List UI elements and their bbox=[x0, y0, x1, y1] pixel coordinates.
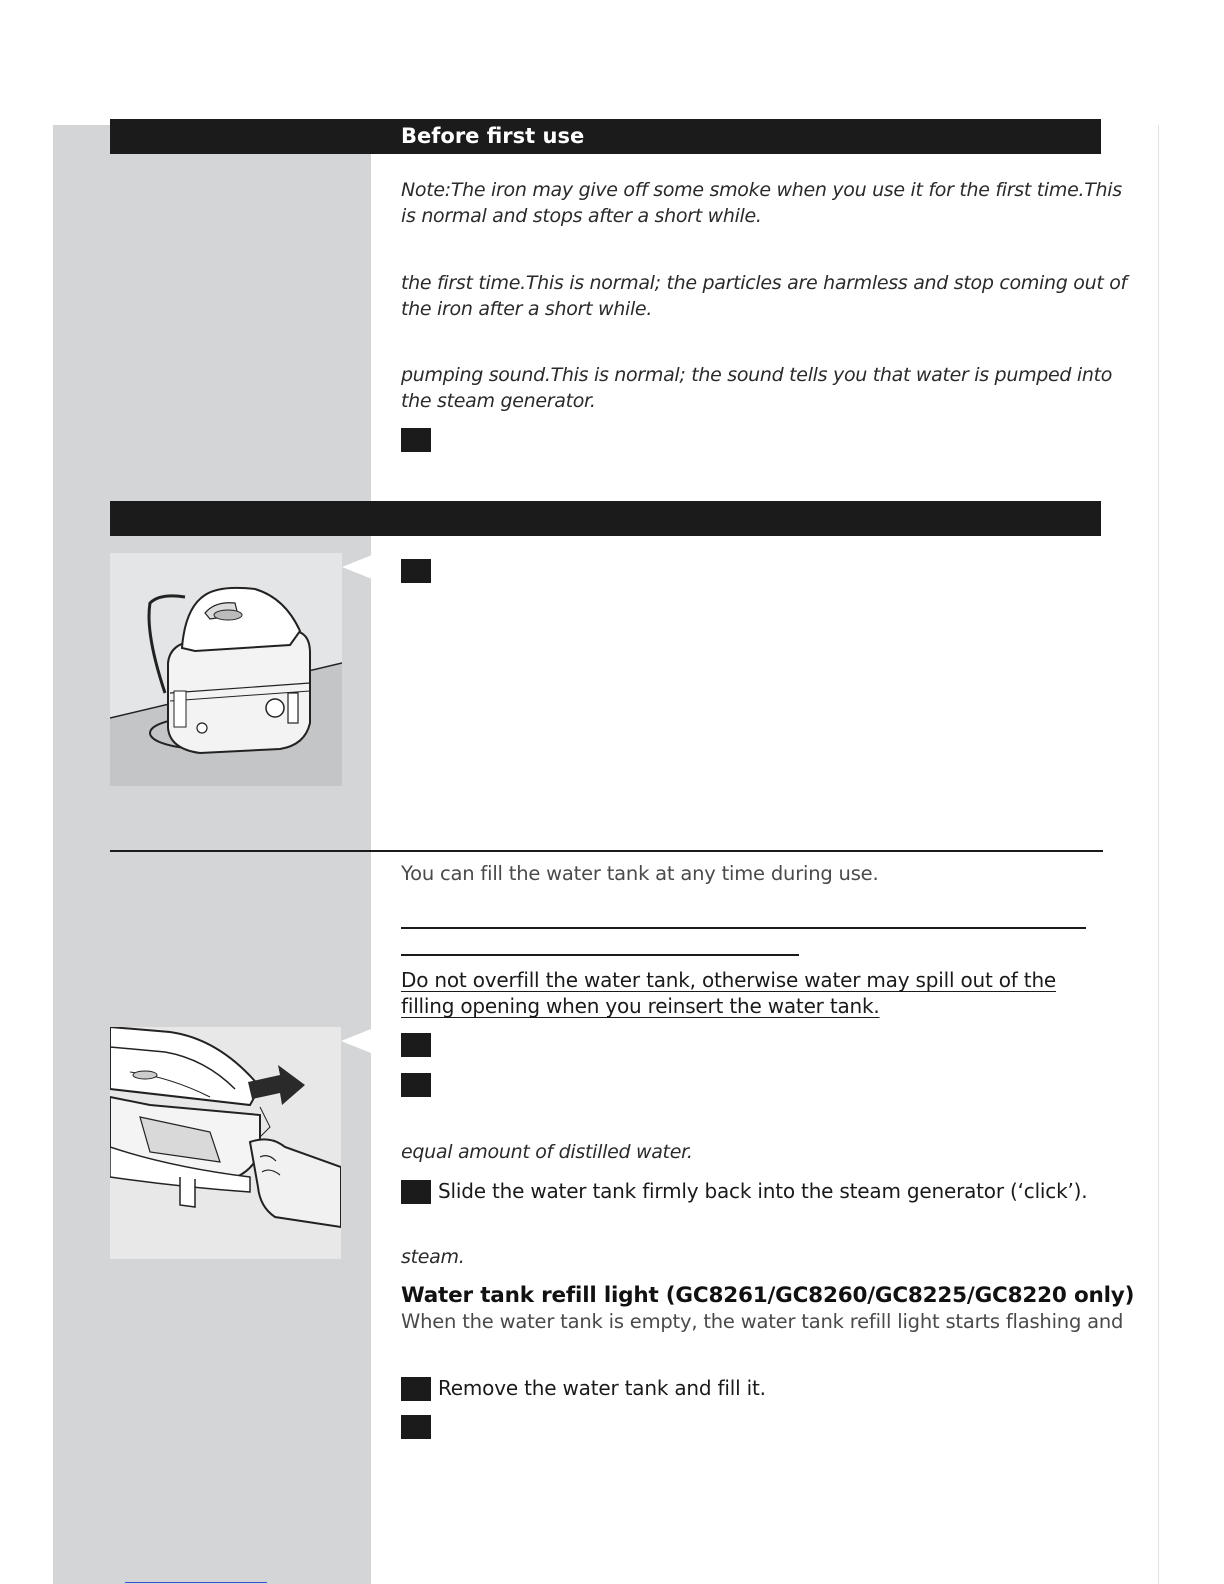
step-marker bbox=[401, 428, 431, 452]
note-particles-line-1: the first time.This is normal; the particles are harmless and stop coming out of bbox=[401, 272, 1127, 294]
underline-rule-2 bbox=[401, 954, 799, 956]
note-steam: steam. bbox=[401, 1246, 465, 1268]
step-remove-tank: Remove the water tank and fill it. bbox=[438, 1376, 766, 1400]
water-tank-illustration bbox=[110, 1027, 341, 1259]
water-tank-drawing bbox=[110, 1027, 341, 1259]
refill-light-heading: Water tank refill light (GC8261/GC8260/GC8225/GC8220 only) bbox=[401, 1283, 1135, 1308]
note-pumping-line-1: pumping sound.This is normal; the sound tells you that water is pumped into bbox=[401, 364, 1113, 386]
right-margin-rule bbox=[1158, 125, 1159, 1584]
tip-distilled-water: equal amount of distilled water. bbox=[401, 1141, 693, 1163]
step-slide-tank-back: Slide the water tank firmly back into the steam generator (‘click’). bbox=[438, 1179, 1088, 1203]
illustration-pointer bbox=[341, 1029, 371, 1053]
section-title: Before first use bbox=[401, 124, 585, 148]
warning-overfill-line-2: filling opening when you reinsert the water tank. bbox=[401, 994, 880, 1018]
refill-light-description: When the water tank is empty, the water tank refill light starts flashing and bbox=[401, 1310, 1124, 1333]
footer-link-underline bbox=[125, 1582, 267, 1583]
step-marker bbox=[401, 1180, 431, 1204]
step-marker bbox=[401, 1033, 431, 1057]
steam-generator-drawing bbox=[110, 553, 342, 786]
note-pumping-line-2: the steam generator. bbox=[401, 390, 596, 412]
note-smoke-line-1: Note:The iron may give off some smoke when you use it for the first time.This bbox=[401, 179, 1122, 201]
note-particles-line-2: the iron after a short while. bbox=[401, 298, 653, 320]
intro-fill-anytime: You can fill the water tank at any time during use. bbox=[401, 862, 879, 885]
section-header-before-first-use bbox=[110, 119, 1101, 154]
step-marker bbox=[401, 559, 431, 583]
left-margin-panel bbox=[53, 125, 371, 1584]
step-marker bbox=[401, 1377, 431, 1401]
steam-generator-illustration bbox=[110, 553, 342, 786]
subsection-divider bbox=[110, 850, 1103, 852]
warning-overfill-line-1: Do not overfill the water tank, otherwise water may spill out of the bbox=[401, 968, 1057, 992]
illustration-pointer bbox=[342, 555, 372, 579]
note-smoke-line-2: is normal and stops after a short while. bbox=[401, 205, 762, 227]
step-marker bbox=[401, 1073, 431, 1097]
step-marker bbox=[401, 1415, 431, 1439]
underline-rule-1 bbox=[401, 927, 1086, 929]
section-header-2 bbox=[110, 501, 1101, 536]
